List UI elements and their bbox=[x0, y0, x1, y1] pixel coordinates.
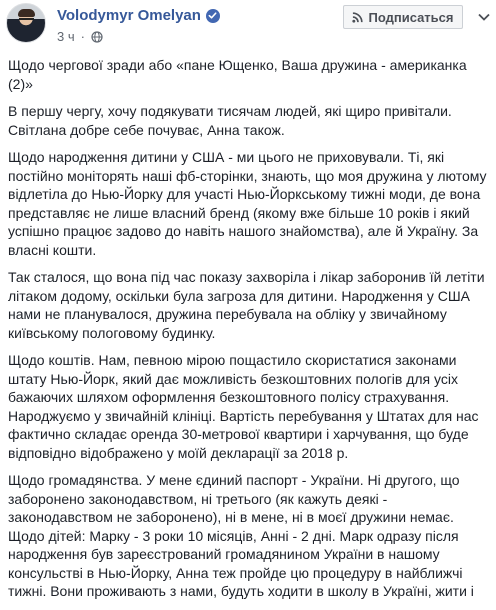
post-paragraph: Щодо чергової зради або «пане Ющенко, Ваша дружина - американка (2)» bbox=[8, 57, 467, 92]
globe-icon[interactable] bbox=[91, 31, 103, 43]
post-meta bbox=[57, 29, 103, 44]
subscribe-label: Подписаться bbox=[368, 9, 454, 25]
avatar-glasses bbox=[19, 18, 34, 23]
post-paragraph: В першу чергу, хочу подякувати тисячам людей, які щиро привітали. Світлана добре себе почуває, Анна також. bbox=[8, 103, 452, 138]
post-paragraph: Щодо народження дитини у США - ми цього не приховували. Ті, які постійно моніторять наші фб-сторінки, знають, що моя дружина у лютому відлетіла до Нью-Йорку для участі Нью-Йоркському тижні моди, де вона представляє не лише власний бренд (якому вже більше 10 років і який успішно працює задово до навіть нашого знайомства), але й Україну. За власні кошти. bbox=[8, 149, 487, 258]
author-name[interactable]: Volodymyr Omelyan bbox=[57, 7, 201, 24]
chevron-down-icon[interactable] bbox=[475, 8, 493, 26]
subscribe-button[interactable] bbox=[343, 5, 463, 29]
post-body bbox=[8, 56, 488, 610]
post-header bbox=[0, 0, 496, 56]
post-time[interactable]: 3 ч bbox=[57, 29, 75, 44]
avatar-hair bbox=[18, 9, 35, 17]
rss-icon bbox=[352, 12, 363, 23]
verified-badge-icon bbox=[206, 9, 220, 23]
post-paragraph: Щодо коштів. Нам, певною мірою пощастило скористатися законами штату Нью-Йорк, який дає можливість безкоштовних пологів для усіх бажаючих шляхом оформлення безкоштовного полісу страхування. Народжуємо у звичайній клініці. Вартість перебування у Штатах для нас фактично складає оренда 30-метрової квартири і харчування, що буде відповідно відображено у моїй декларації за 2018 р. bbox=[8, 352, 479, 461]
author-avatar[interactable] bbox=[6, 3, 46, 43]
post-paragraph: Так сталося, що вона під час показу захворіла і лікар заборонив їй летіти літаком додому, оскільки була загроза для дитини. Народження у США нами не планувалося, дружина перебувала на обліку у звичайному київському пологовому будинку. bbox=[8, 269, 485, 341]
post-paragraph: Щодо громадянства. У мене єдиний паспорт - України. Ні другого, що заборонено законодавством, ні третього (як кажуть деякі - законодавством не заборонено), ні в мене, ні в моєї дружини немає. Щодо дітей: Марку - 3 роки 10 місяців, Анні - 2 дні. Марк одразу після народження був зареєстрований громадянином України в нашому консульстві в Нью-Йорку, Анна теж пройде цю процедуру в найближчі тижні. Вони проживають з нами, будуть ходити в школу в Україні, жити і bbox=[8, 472, 474, 599]
author-link[interactable] bbox=[57, 7, 220, 24]
meta-separator: · bbox=[80, 29, 85, 44]
